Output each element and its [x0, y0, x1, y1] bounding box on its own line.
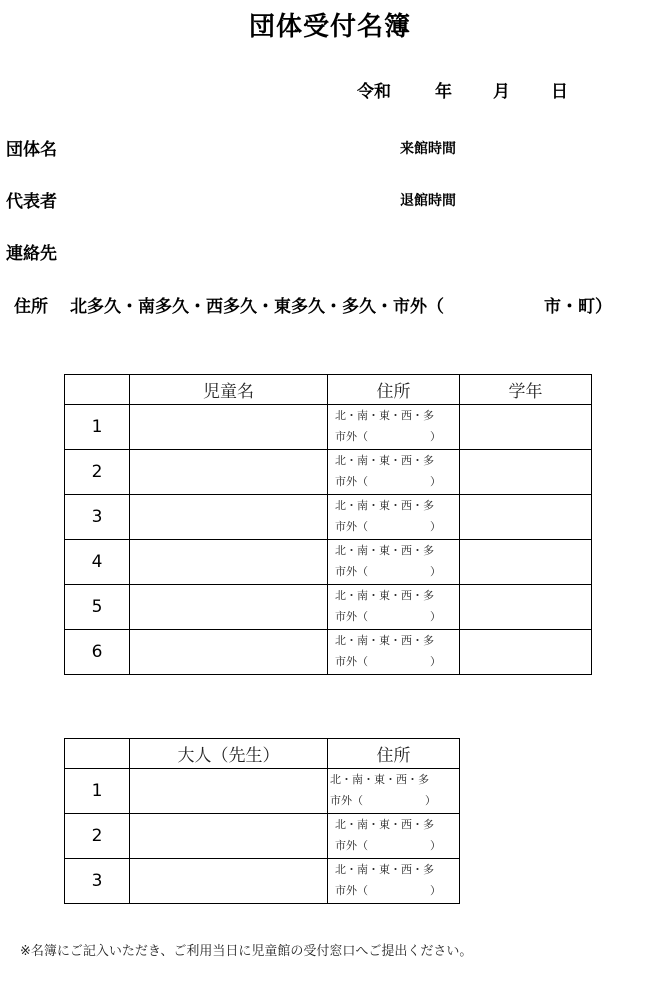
child-name-cell[interactable]: [130, 630, 328, 675]
contact-label: 連絡先: [6, 244, 57, 264]
grade-cell[interactable]: [460, 450, 592, 495]
address-cell[interactable]: [328, 405, 460, 450]
header-number: [65, 375, 130, 405]
date-era: 令和: [357, 82, 391, 102]
address-paren-close: ）: [425, 794, 436, 807]
children-table: [64, 374, 592, 675]
row-number: 3: [65, 859, 130, 904]
children-table-header: [65, 375, 592, 405]
row-number: 6: [65, 630, 130, 675]
representative-label: 代表者: [6, 192, 57, 212]
address-paren-close: ）: [430, 839, 441, 852]
adult-name-cell[interactable]: [130, 814, 328, 859]
adults-table-header: [65, 739, 460, 769]
address-paren-close: ）: [430, 565, 441, 578]
address-outside-city: 市外（: [335, 610, 368, 623]
header-child-name: 児童名: [130, 375, 328, 405]
address-outside-city: 市外（: [335, 565, 368, 578]
header-address: 住所: [328, 375, 460, 405]
adult-name-cell[interactable]: [130, 859, 328, 904]
child-name-cell[interactable]: [130, 495, 328, 540]
address-options-line: 北・南・東・西・多: [330, 773, 429, 786]
departure-time-label: 退館時間: [400, 193, 456, 209]
address-outside-city: 市外（: [330, 794, 363, 807]
row-number: 5: [65, 585, 130, 630]
address-options-line: 北・南・東・西・多: [335, 863, 434, 876]
address-paren-close: ）: [430, 430, 441, 443]
row-number: 2: [65, 450, 130, 495]
address-paren-close: ）: [430, 884, 441, 897]
row-number: 4: [65, 540, 130, 585]
table-row: [65, 540, 592, 585]
arrival-time-label: 来館時間: [400, 141, 456, 157]
grade-cell[interactable]: [460, 405, 592, 450]
address-outside-city: 市外（: [335, 475, 368, 488]
row-number: 2: [65, 814, 130, 859]
address-options: 北多久・南多久・西多久・東多久・多久・市外（: [70, 297, 444, 317]
address-outside-city: 市外（: [335, 520, 368, 533]
address-cell[interactable]: [328, 540, 460, 585]
grade-cell[interactable]: [460, 495, 592, 540]
table-row: [65, 769, 460, 814]
grade-cell[interactable]: [460, 540, 592, 585]
child-name-cell[interactable]: [130, 450, 328, 495]
grade-cell[interactable]: [460, 585, 592, 630]
child-name-cell[interactable]: [130, 540, 328, 585]
address-cell[interactable]: [328, 585, 460, 630]
address-cell[interactable]: [328, 630, 460, 675]
address-outside-city: 市外（: [335, 430, 368, 443]
table-row: [65, 450, 592, 495]
adults-table: [64, 738, 460, 904]
group-name-label: 団体名: [6, 140, 57, 160]
date-year: 年: [435, 82, 452, 102]
table-row: [65, 495, 592, 540]
address-options-line: 北・南・東・西・多: [335, 634, 434, 647]
child-name-cell[interactable]: [130, 585, 328, 630]
address-options-line: 北・南・東・西・多: [335, 409, 434, 422]
address-outside-city: 市外（: [335, 839, 368, 852]
address-options-line: 北・南・東・西・多: [335, 454, 434, 467]
row-number: 3: [65, 495, 130, 540]
header-grade: 学年: [460, 375, 592, 405]
address-paren-close: ）: [430, 475, 441, 488]
address-outside-city: 市外（: [335, 884, 368, 897]
header-address: 住所: [328, 739, 460, 769]
row-number: 1: [65, 405, 130, 450]
date-day: 日: [551, 82, 568, 102]
address-paren-close: ）: [430, 610, 441, 623]
footnote: ※名簿にご記入いただき、ご利用当日に児童館の受付窓口へご提出ください。: [20, 944, 473, 959]
header-adult-name: 大人（先生）: [130, 739, 328, 769]
table-row: [65, 585, 592, 630]
address-options-line: 北・南・東・西・多: [335, 818, 434, 831]
address-options-line: 北・南・東・西・多: [335, 499, 434, 512]
address-label: 住所: [14, 297, 48, 317]
address-options-line: 北・南・東・西・多: [335, 544, 434, 557]
date-month: 月: [493, 82, 510, 102]
address-paren-close: ）: [430, 655, 441, 668]
address-cell[interactable]: [328, 769, 460, 814]
table-row: [65, 859, 460, 904]
table-row: [65, 405, 592, 450]
address-suffix: 市・町）: [544, 297, 612, 317]
address-outside-city: 市外（: [335, 655, 368, 668]
header-number: [65, 739, 130, 769]
grade-cell[interactable]: [460, 630, 592, 675]
child-name-cell[interactable]: [130, 405, 328, 450]
address-cell[interactable]: [328, 450, 460, 495]
address-cell[interactable]: [328, 814, 460, 859]
address-row: [14, 292, 612, 317]
address-cell[interactable]: [328, 495, 460, 540]
address-options-line: 北・南・東・西・多: [335, 589, 434, 602]
table-row: [65, 630, 592, 675]
date-line: [357, 77, 568, 102]
adult-name-cell[interactable]: [130, 769, 328, 814]
address-paren-close: ）: [430, 520, 441, 533]
row-number: 1: [65, 769, 130, 814]
address-cell[interactable]: [328, 859, 460, 904]
page-title: 団体受付名簿: [248, 12, 411, 42]
table-row: [65, 814, 460, 859]
